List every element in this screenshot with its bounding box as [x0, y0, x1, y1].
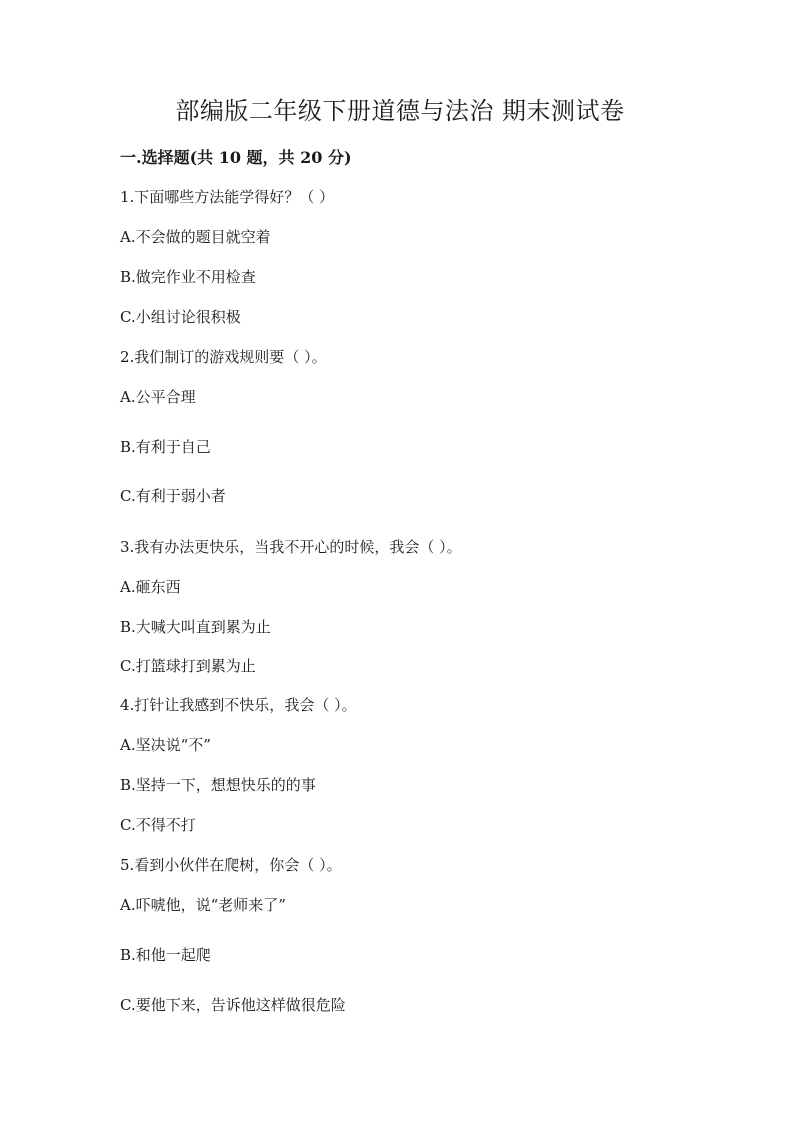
question-5-option-a: A.吓唬他，说“老师来了”: [120, 896, 286, 914]
question-2-option-c: C.有利于弱小者: [120, 487, 226, 505]
question-2-stem: 2.我们制订的游戏规则要（ ）。: [120, 348, 327, 366]
question-3-stem: 3.我有办法更快乐，当我不开心的时候，我会（ ）。: [120, 538, 462, 556]
question-1-option-c: C.小组讨论很积极: [120, 308, 241, 326]
question-4-stem: 4.打针让我感到不快乐，我会（ ）。: [120, 696, 357, 714]
question-1-option-b: B.做完作业不用检查: [120, 268, 256, 286]
question-1-stem: 1.下面哪些方法能学得好？（ ）: [120, 188, 335, 206]
question-1-option-a: A.不会做的题目就空着: [120, 228, 271, 246]
question-2-option-b: B.有利于自己: [120, 438, 211, 456]
question-4-option-a: A.坚决说“不”: [120, 736, 211, 754]
question-4-option-b: B.坚持一下，想想快乐的的事: [120, 776, 316, 794]
question-3-option-c: C.打篮球打到累为止: [120, 657, 256, 675]
section-heading: 一.选择题(共 10 题，共 20 分): [120, 148, 352, 167]
question-5-stem: 5.看到小伙伴在爬树，你会（ ）。: [120, 856, 342, 874]
question-5-option-c: C.要他下来，告诉他这样做很危险: [120, 996, 346, 1014]
question-5-option-b: B.和他一起爬: [120, 946, 211, 964]
page-title: 部编版二年级下册道德与法治 期末测试卷: [175, 97, 625, 125]
question-4-option-c: C.不得不打: [120, 816, 196, 834]
question-3-option-a: A.砸东西: [120, 578, 181, 596]
question-2-option-a: A.公平合理: [120, 388, 196, 406]
question-3-option-b: B.大喊大叫直到累为止: [120, 618, 271, 636]
